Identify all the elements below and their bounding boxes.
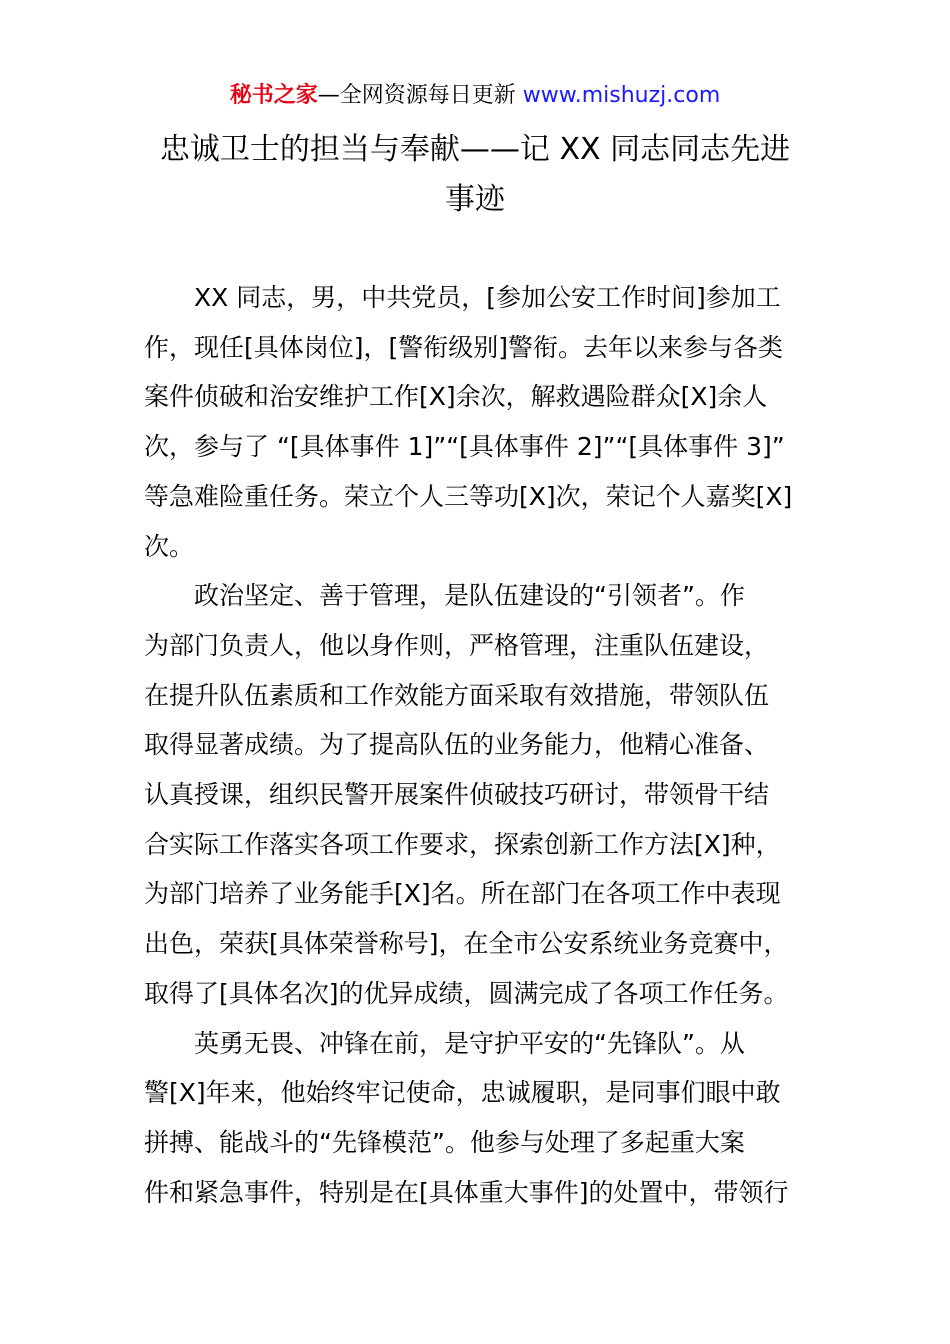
body-line: 在提升队伍素质和工作效能方面采取有效措施，带领队伍: [144, 680, 770, 710]
body-line: 英勇无畏、冲锋在前，是守护平安的“先锋队”。从: [144, 1028, 745, 1058]
body-line: 拼搏、能战斗的“先锋模范”。他参与处理了多起重大案: [144, 1127, 745, 1157]
body-line: 政治坚定、善于管理，是队伍建设的“引领者”。作: [144, 581, 745, 611]
body-line: 等急难险重任务。荣立个人三等功[X]次，荣记个人嘉奖[X]: [144, 481, 793, 511]
body-line: 取得了[具体名次]的优异成绩，圆满完成了各项工作任务。: [144, 978, 789, 1008]
body-line: XX 同志，男，中共党员，[参加公安工作时间]参加工: [144, 283, 781, 312]
document-title: [120, 125, 830, 225]
body-line: 取得显著成绩。为了提高队伍的业务能力，他精心准备、: [144, 730, 770, 760]
body-line: 认真授课，组织民警开展案件侦破技巧研讨，带领骨干结: [144, 780, 770, 810]
document-body: [144, 273, 808, 1217]
title-line: 事迹: [445, 182, 505, 217]
title-line: 忠诚卫士的担当与奉献——记 XX 同志同志先进: [159, 132, 791, 167]
body-line: 警[X]年来，他始终牢记使命，忠诚履职，是同事们眼中敢: [144, 1078, 781, 1108]
body-line: 次，参与了 “[具体事件 1]”“[具体事件 2]”“[具体事件 3]”: [144, 432, 785, 462]
body-line: 件和紧急事件，特别是在[具体重大事件]的处置中，带领行: [144, 1177, 789, 1207]
body-line: 为部门培养了业务能手[X]名。所在部门在各项工作中表现: [144, 879, 781, 909]
body-line: 出色，荣获[具体荣誉称号]，在全市公安系统业务竞赛中，: [144, 929, 789, 959]
body-line: 为部门负责人，他以身作则，严格管理，注重队伍建设，: [144, 630, 770, 660]
site-url-link[interactable]: www.mishuzj.com: [522, 83, 721, 108]
body-line: 案件侦破和治安维护工作[X]余次，解救遇险群众[X]余人: [144, 382, 768, 412]
site-header: [0, 80, 950, 112]
body-line: 作，现任[具体岗位]，[警衔级别]警衔。去年以来参与各类: [144, 332, 784, 362]
body-line: 合实际工作落实各项工作要求，探索创新工作方法[X]种，: [144, 829, 781, 859]
body-line: 次。: [144, 531, 195, 561]
site-name: 秘书之家: [229, 83, 318, 108]
site-tagline: —全网资源每日更新: [317, 83, 516, 108]
